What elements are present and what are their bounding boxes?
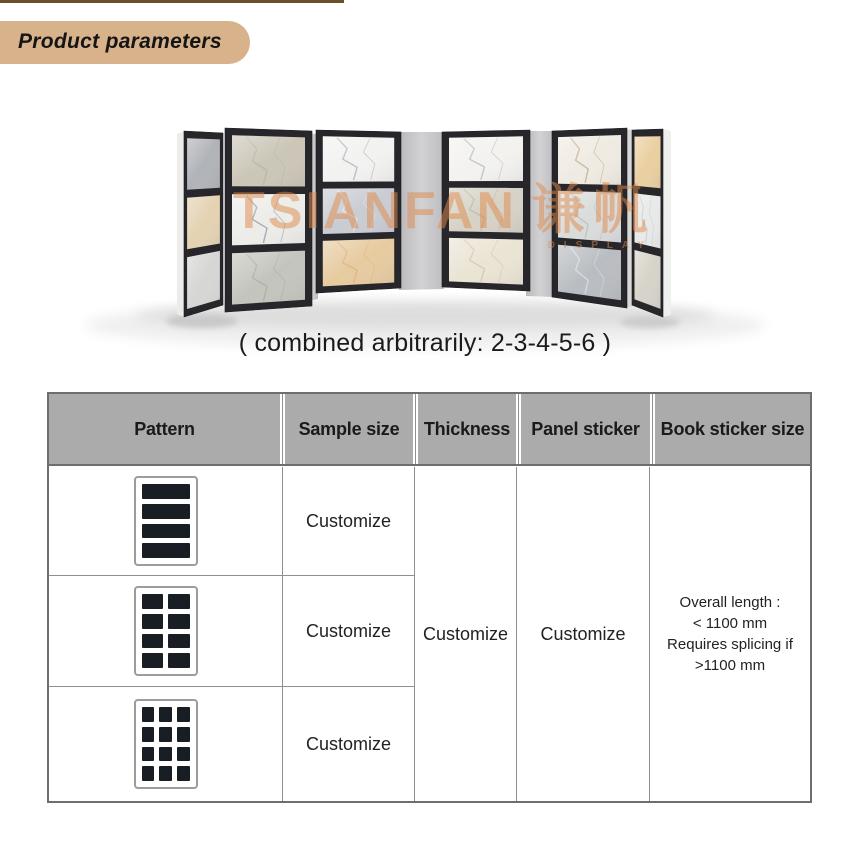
book-sticker-line: Overall length : [679,594,781,611]
sample-size-cell: Customize [282,687,414,801]
pattern-icon-cell [142,727,155,742]
table-header-row [49,394,810,466]
pattern-icon-cell [159,707,172,722]
pattern-icon-cell [177,766,190,781]
watermark-cjk-text: 谦帆 [531,180,655,240]
display-stand-illustration [0,0,850,360]
pattern-icon-cell [168,594,190,609]
folding-panel-2 [225,128,312,312]
pattern-icon-cell [168,653,190,668]
pattern-icon-cell [159,766,172,781]
combination-caption: ( combined arbitrarily: 2-3-4-5-6 ) [238,329,612,357]
page-title: Product parameters [18,29,222,53]
pattern-icon [134,699,198,789]
book-sticker-line: >1100 mm [694,657,766,674]
sample-size-cell: Customize [282,576,414,687]
pattern-icon [134,476,198,566]
column-header-3: Thickness [416,394,518,464]
pattern-cell [49,687,282,801]
watermark-brand-text: TSIANFAN [233,182,517,240]
pattern-icon-cell [142,747,155,762]
pattern-icon-cell [168,614,190,629]
thickness-cell: Customize [414,467,516,801]
pattern-icon-cell [142,594,164,609]
pattern-icon-cell [142,766,155,781]
pattern-icon-cell [177,747,190,762]
folding-panel-5 [552,128,627,308]
column-header-5: Book sticker size [653,394,810,464]
pattern-icon-cell [142,707,155,722]
pattern-icon [134,586,198,676]
pattern-icon-cell [142,634,164,649]
pattern-icon-cell [142,504,190,519]
product-image [0,0,850,360]
panel-sticker-cell: Customize [516,467,649,801]
pattern-icon-cell [159,727,172,742]
pattern-cell [49,576,282,687]
column-header-2: Sample size [283,394,415,464]
folding-panel-6 [632,129,663,317]
pattern-icon-cell [177,707,190,722]
book-sticker-line: Requires splicing if [667,636,793,653]
column-header-1: Pattern [49,394,282,464]
book-sticker-line: < 1100 mm [692,615,768,632]
folding-panel-3 [316,130,401,293]
parameters-table [47,392,812,803]
column-header-4: Panel sticker [519,394,652,464]
folding-panel-4 [442,130,530,291]
pattern-icon-cell [142,614,164,629]
watermark-subtext: DISPLAY [547,240,653,251]
pattern-icon-cell [142,653,164,668]
pattern-icon-cell [142,524,190,539]
pattern-icon-cell [177,727,190,742]
table-body [49,467,810,801]
pattern-cell [49,467,282,576]
folding-panel-1 [184,131,223,317]
pattern-icon-cell [142,484,190,499]
sample-size-cell: Customize [282,467,414,576]
book-sticker-size-cell [649,467,810,801]
pattern-icon-cell [159,747,172,762]
pattern-icon-cell [168,634,190,649]
pattern-icon-cell [142,543,190,558]
